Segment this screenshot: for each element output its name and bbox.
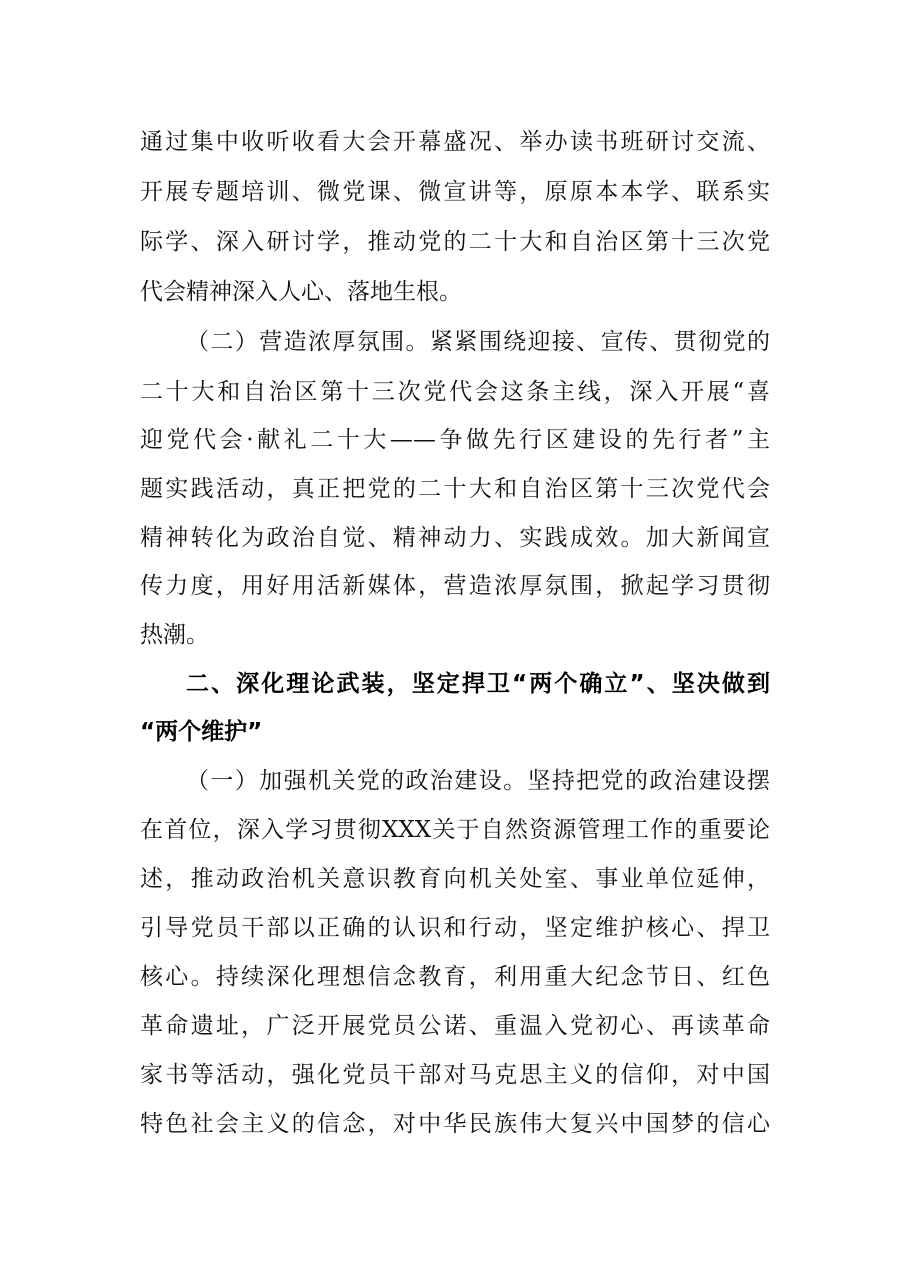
paragraph-2-line-4: 题实践活动，真正把党的二十大和自治区第十三次党代会 (140, 476, 770, 502)
paragraph-3-line-7: 家书等活动，强化党员干部对马克思主义的信仰，对中国 (140, 1062, 770, 1088)
paragraph-1-line-3: 际学、深入研讨学，推动党的二十大和自治区第十三次党 (140, 229, 770, 255)
paragraph-1-line-1: 通过集中收听收看大会开幕盛况、举办读书班研讨交流、 (140, 129, 770, 155)
paragraph-1-line-4: 代会精神深入人心、落地生根。 (140, 279, 462, 305)
paragraph-1-line-2: 开展专题培训、微党课、微宣讲等，原原本本学、联系实 (140, 179, 770, 205)
paragraph-3-line-8: 特色社会主义的信念，对中华民族伟大复兴中国梦的信心 (140, 1111, 770, 1137)
paragraph-2-line-1: （二）营造浓厚氛围。紧紧围绕迎接、宣传、贯彻党的 (186, 329, 770, 355)
section-heading-2-line-1: 二、深化理论武装，坚定捍卫“两个确立”、坚决做到 (186, 671, 770, 697)
paragraph-3-line-4: 引导党员干部以正确的认识和行动，坚定维护核心、捍卫 (140, 915, 770, 941)
paragraph-3-line-3: 述，推动政治机关意识教育向机关处室、事业单位延伸， (140, 866, 770, 892)
paragraph-2-line-6: 传力度，用好用活新媒体，营造浓厚氛围，掀起学习贯彻 (140, 573, 770, 599)
paragraph-3-line-1: （一）加强机关党的政治建设。坚持把党的政治建设摆 (186, 768, 770, 794)
paragraph-2-line-5: 精神转化为政治自觉、精神动力、实践成效。加大新闻宣 (140, 525, 770, 551)
paragraph-3-line-2: 在首位，深入学习贯彻XXX关于自然资源管理工作的重要论 (140, 817, 770, 843)
paragraph-2-line-2: 二十大和自治区第十三次党代会这条主线，深入开展“喜 (140, 379, 770, 405)
section-heading-2-line-2: “两个维护” (140, 719, 263, 745)
paragraph-3-line-6: 革命遗址，广泛开展党员公诺、重温入党初心、再读革命 (140, 1013, 770, 1039)
paragraph-3-line-5: 核心。持续深化理想信念教育，利用重大纪念节日、红色 (140, 964, 770, 990)
paragraph-2-line-7: 热潮。 (140, 622, 209, 648)
paragraph-2-line-3: 迎党代会·献礼二十大——争做先行区建设的先行者”主 (140, 427, 770, 453)
